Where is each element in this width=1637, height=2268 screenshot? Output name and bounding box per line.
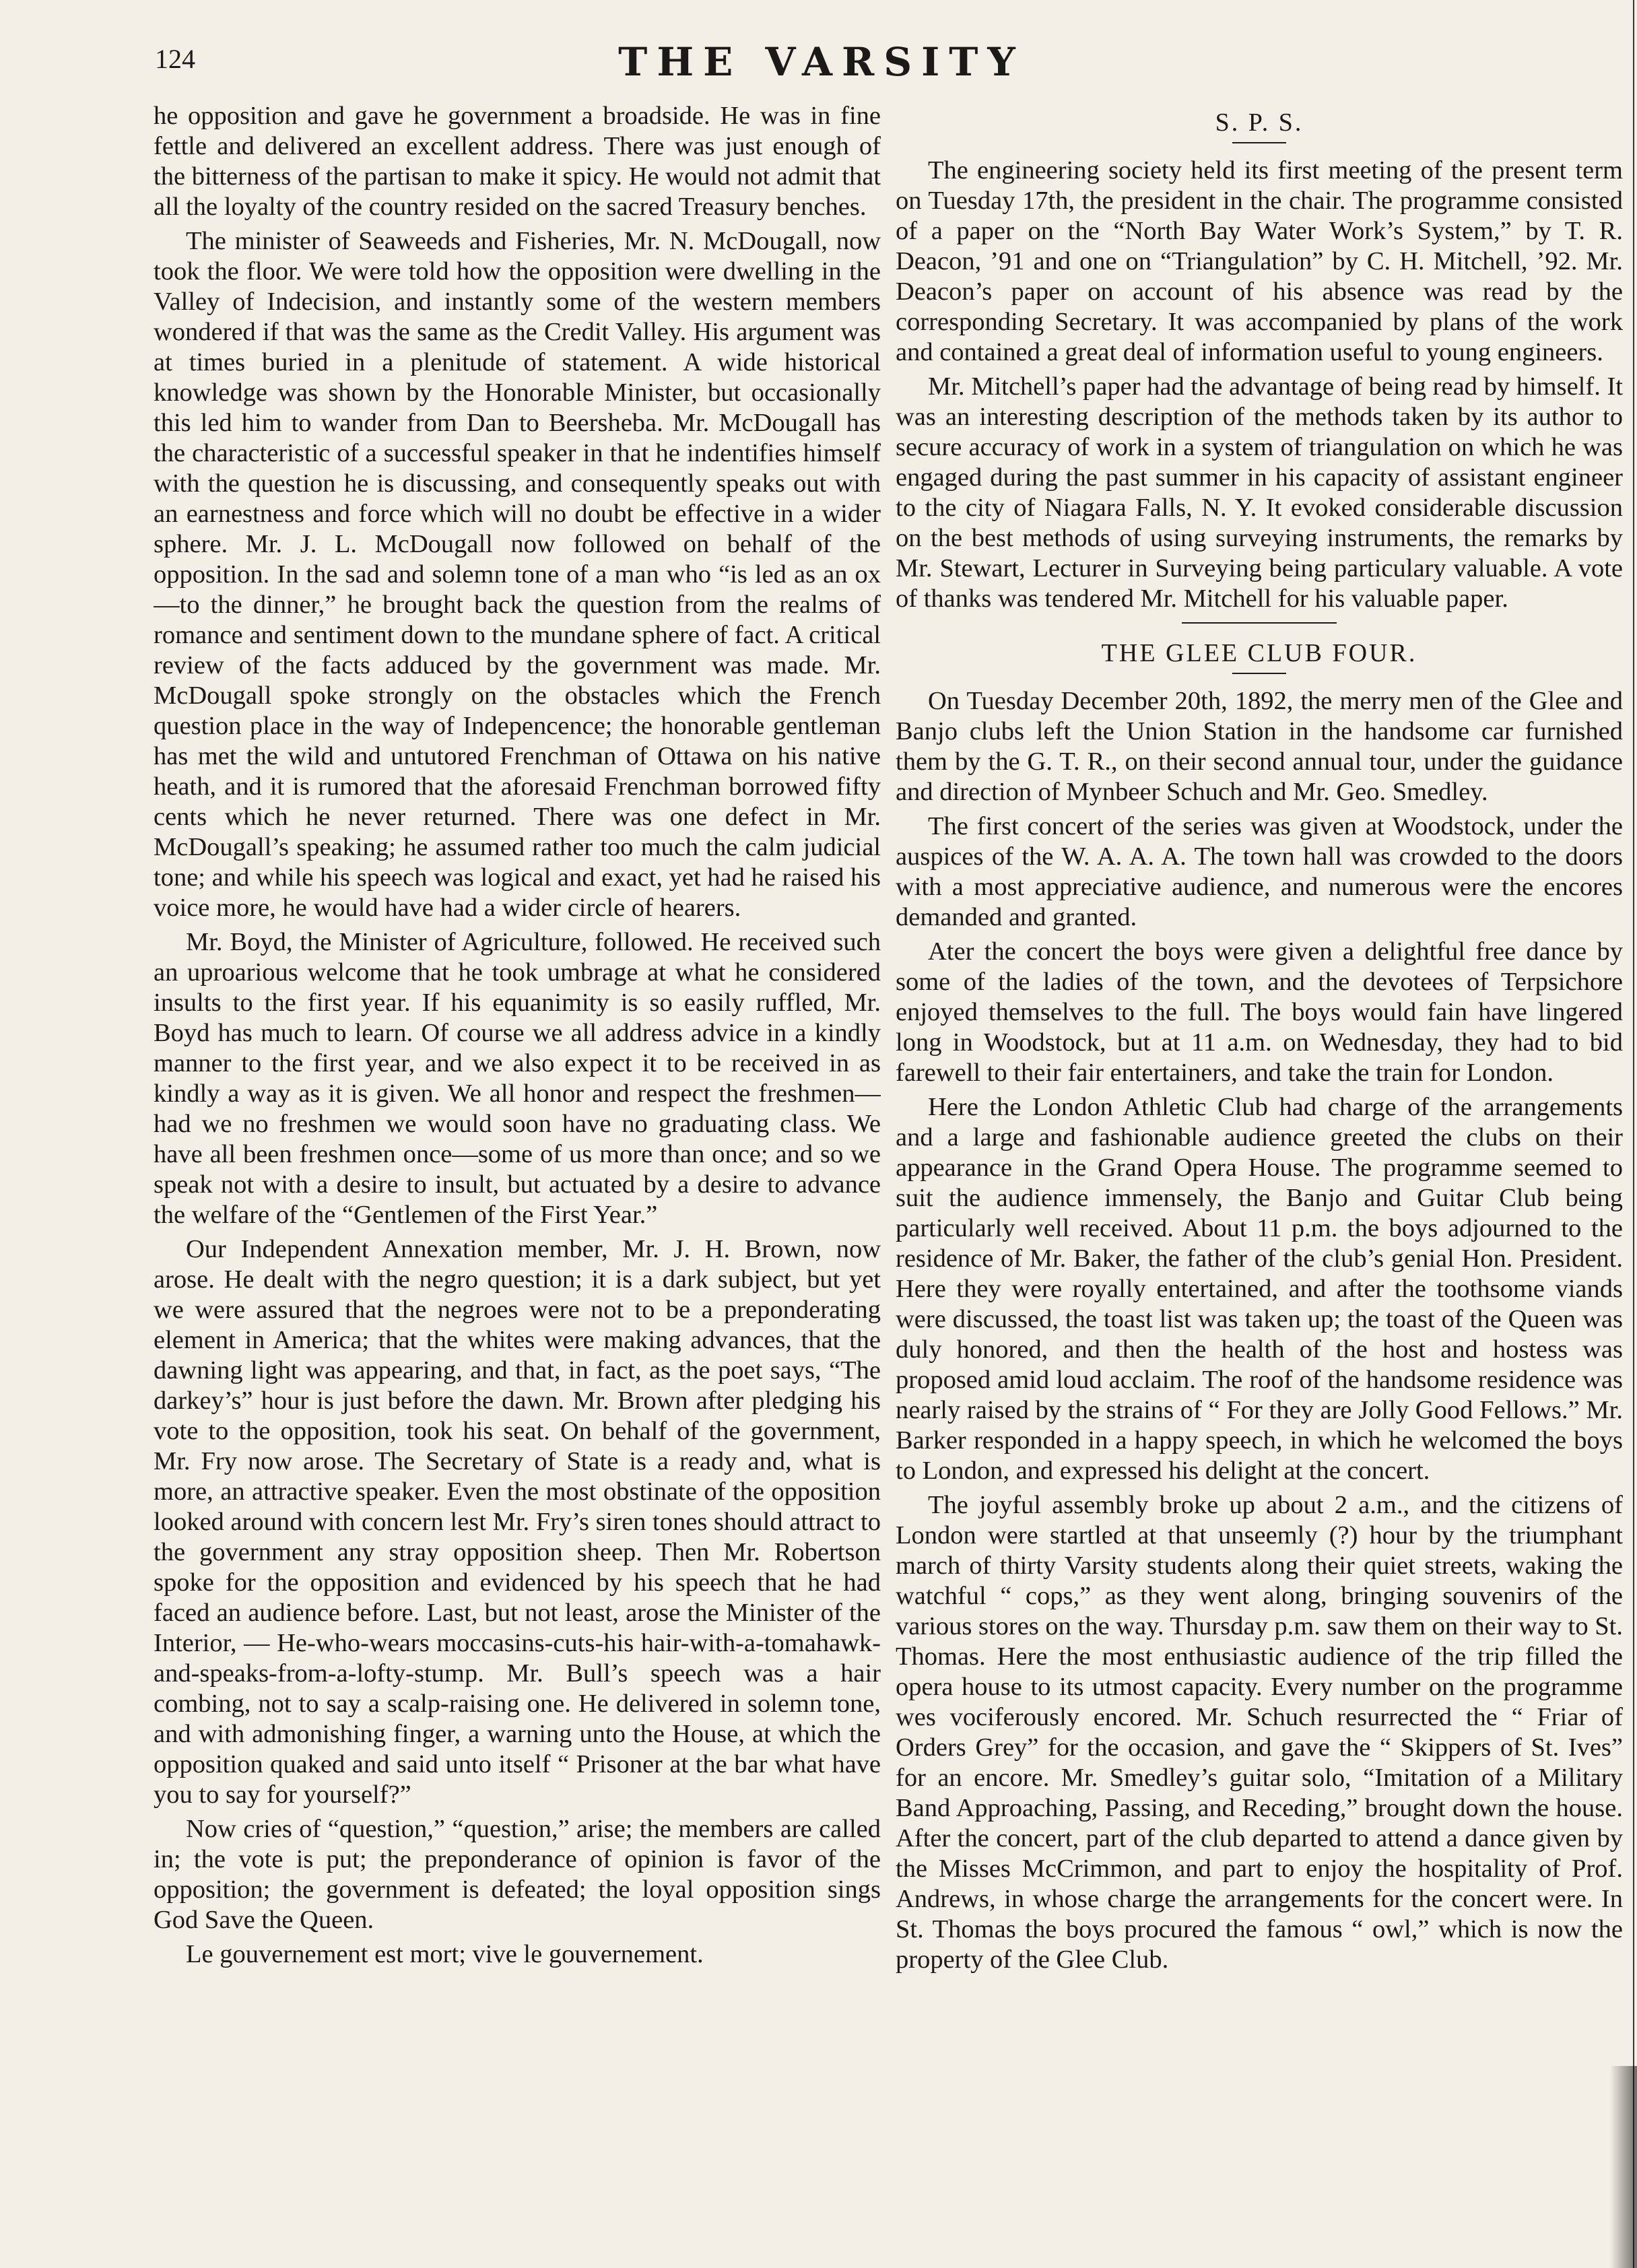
paragraph: Here the London Athletic Club had charge of the arrangements and a large and fashionable audience greeted the clubs on their appearance in the Grand Opera House. The programme seemed to suit the audience immensely, the Banjo and Guitar Club being particularly well received. About 11 p.m. the boys adjourned to the residence of Mr. Baker, the father of the club’s genial Hon. President. Here they were royally entertained, and after the toothsome viands were discussed, the toast list was taken up; the toast of the Queen was duly honored, and then the health of the host and hostess was proposed amid loud acclaim. The roof of the handsome residence was nearly raised by the strains of “ For they are Jolly Good Fellows.” Mr. Barker responded in a happy speech, in which he welcomed the boys to London, and expressed his delight at the concert.: [896, 1093, 1623, 1485]
masthead-title: THE VARSITY: [618, 39, 1025, 85]
paragraph: Mr. Mitchell’s paper had the advantage of being read by himself. It was an interesting description of the methods taken by its author to secure accuracy of work in a system of triangulation on which he was engaged during the past summer in his capacity of assistant engineer to the city of Niagara Falls, N. Y. It evoked considerable discussion on the best methods of using surveying instruments, the remarks by Mr. Stewart, Lecturer in Surveying being particulary valuable. A vote of thanks was tendered Mr. Mitchell for his valuable paper.: [896, 372, 1623, 613]
paragraph: The minister of Seaweeds and Fisheries, Mr. N. McDougall, now took the floor. We were told how the opposition were dwelling in the Valley of Indecision, and instantly some of the western members wondered if that was the same as the Credit Valley. His argument was at times buried in a plenitude of statement. A wide historical knowledge was shown by the Honorable Minister, but occasionally this led him to wander from Dan to Beersheba. Mr. McDougall has the characteristic of a successful speaker in that he indentifies himself with the question he is discussing, and consequently speaks out with an earnestness and force which will no doubt be effective in a wider sphere. Mr. J. L. McDougall now followed on behalf of the opposition. In the sad and solemn tone of a man who “is led as an ox—to the dinner,” he brought back the question from the realms of romance and sentiment down to the mundane sphere of fact. A critical review of the facts adduced by the government was made. Mr. McDougall spoke strongly on the obstacles which the French question place in the way of Indepencence; the honorable gentleman has met the wild and untutored Frenchman of Ottawa on his native heath, and it is rumored that the aforesaid Frenchman borrowed fifty cents which he never returned. There was one defect in Mr. McDougall’s speaking; he assumed rather too much the calm judicial tone; and while his speech was logical and exact, yet had he raised his voice more, he would have had a wider circle of hearers.: [154, 227, 881, 922]
paragraph: Ater the concert the boys were given a delightful free dance by some of the ladies of the town, and the devotees of Terpsichore enjoyed themselves to the full. The boys would fain have lingered long in Woodstock, but at 11 a.m. on Wednesday, they had to bid farewell to their fair entertainers, and take the train for London.: [896, 937, 1623, 1087]
section-title-glee-club: THE GLEE CLUB FOUR.: [1101, 639, 1417, 667]
title-rule: [1232, 142, 1286, 143]
paragraph: Mr. Boyd, the Minister of Agriculture, followed. He received such an uproarious welcome that he took umbrage at what he considered insults to the first year. If his equanimity is so easily ruffled, Mr. Boyd has much to learn. Of course we all address advice in a kindly manner to the first year, and we also expect it to be received in as kindly a way as it is given. We all honor and respect the freshmen—had we no freshmen we would soon have no graduating class. We have all been freshmen once—some of us more than once; and so we speak not with a desire to insult, but actuated by a desire to advance the welfare of the “Gentlemen of the First Year.”: [154, 928, 881, 1229]
page-number: 124: [155, 44, 195, 74]
page-edge-line: [1633, 0, 1634, 2268]
page-header: [155, 39, 1488, 86]
page-edge-shadow: [1610, 2066, 1637, 2268]
paragraph: The joyful assembly broke up about 2 a.m., and the citizens of London were startled at that unseemly (?) hour by the triumphant march of thirty Varsity students along their quiet streets, waking the watchful “ cops,” as they went along, bringing souvenirs of the various stores on the way. Thursday p.m. saw them on their way to St. Thomas. Here the most enthusiastic audience of the trip filled the opera house to its utmost capacity. Every number on the programme wes vociferously encored. Mr. Schuch resurrected the “ Friar of Orders Grey” for the occasion, and gave the “ Skippers of St. Ives” for an encore. Mr. Smedley’s guitar solo, “Imitation of a Military Band Approaching, Passing, and Receding,” brought down the house. After the concert, part of the club departed to attend a dance given by the Misses McCrimmon, and part to enjoy the hospitality of Prof. Andrews, in whose charge the arrangements for the concert were. In St. Thomas the boys procured the famous “ owl,” which is now the property of the Glee Club.: [896, 1491, 1623, 1974]
title-rule: [1232, 673, 1286, 674]
paragraph: On Tuesday December 20th, 1892, the merry men of the Glee and Banjo clubs left the Union Station in the handsome car furnished them by the G. T. R., on their second annual tour, under the guidance and direction of Mynbeer Schuch and Mr. Geo. Smedley.: [896, 687, 1623, 806]
paragraph: Our Independent Annexation member, Mr. J. H. Brown, now arose. He dealt with the negro question; it is a dark subject, but yet we were assured that the negroes were not to be a preponderating element in America; that the whites were making advances, that the dawning light was appearing, and that, in fact, as the poet says, “The darkey’s” hour is just before the dawn. Mr. Brown after pledging his vote to the opposition, took his seat. On behalf of the government, Mr. Fry now arose. The Secretary of State is a ready and, what is more, an attractive speaker. Even the most obstinate of the opposition looked around with concern lest Mr. Fry’s siren tones should attract to the government any stray opposition sheep. Then Mr. Robertson spoke for the opposition and evidenced by his speech that he had faced an audience before. Last, but not least, arose the Minister of the Interior, — He-who-wears moccasins-cuts-his hair-with-a-tomahawk-and-speaks-from-a-lofty-stump. Mr. Bull’s speech was a hair combing, not to say a scalp-raising one. He delivered in solemn tone, and with admonishing finger, a warning unto the House, at which the opposition quaked and said unto itself “ Prisoner at the bar what have you to say for yourself?”: [154, 1235, 881, 1809]
paragraph: he opposition and gave he government a broadside. He was in fine fettle and delivered an excellent address. There was just enough of the bitterness of the partisan to make it spicy. He would not admit that all the loyalty of the country resided on the sacred Treasury benches.: [154, 102, 881, 221]
left-column: [154, 101, 881, 2242]
section-divider: [1182, 622, 1337, 624]
right-column: [896, 101, 1623, 2242]
paragraph: The engineering society held its first meeting of the present term on Tuesday 17th, the president in the chair. The programme consisted of a paper on the “North Bay Water Work’s System,” by T. R. Deacon, ’91 and one on “Triangulation” by C. H. Mitchell, ’92. Mr. Deacon’s paper on account of his absence was read by the corresponding Secretary. It was accompanied by plans of the work and contained a great deal of information useful to young engineers.: [896, 156, 1623, 366]
paragraph: Le gouvernement est mort; vive le gouvernement.: [186, 1940, 704, 1968]
paragraph: Now cries of “question,” “question,” arise; the members are called in; the vote is put; the preponderance of opinion is favor of the opposition; the government is defeated; the loyal opposition sings God Save the Queen.: [154, 1815, 881, 1934]
paragraph: The first concert of the series was given at Woodstock, under the auspices of the W. A. A. A. The town hall was crowded to the doors with a most appreciative audience, and numerous were the encores demanded and granted.: [896, 812, 1623, 931]
section-title-sps: S. P. S.: [1215, 108, 1304, 137]
